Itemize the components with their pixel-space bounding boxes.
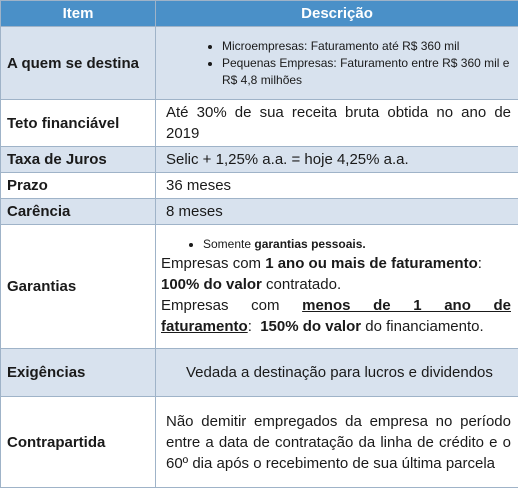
garantias-para-3: Empresas com menos de 1 ano de faturamento: 150% do valor do financiamento. — [161, 297, 511, 335]
row-teto-label: Teto financiável — [1, 100, 156, 147]
row-garantias-value — [156, 225, 518, 349]
row-carencia — [1, 199, 518, 225]
table-header-row — [1, 1, 518, 27]
garantias-para-1: Empresas com 1 ano ou mais de faturamento: — [161, 255, 482, 272]
row-destina-value — [156, 27, 518, 100]
row-prazo — [1, 173, 518, 199]
row-prazo-label: Prazo — [1, 173, 156, 199]
garantias-bullet-list — [161, 236, 511, 253]
row-contrapartida-value: Não demitir empregados da empresa no período entre a data de contratação da linha de crédito e o 60º dia após o recebimento de sua última parcela — [156, 397, 518, 488]
row-garantias — [1, 225, 518, 349]
garantias-bullet: • Somente garantias pessoais. — [203, 236, 511, 253]
row-exigencias-label: Exigências — [1, 349, 156, 397]
header-item: Item — [1, 1, 156, 27]
header-description: Descrição — [156, 1, 518, 27]
row-juros — [1, 147, 518, 173]
row-juros-label: Taxa de Juros — [1, 147, 156, 173]
destina-bullet-list — [166, 38, 511, 89]
row-teto-value: Até 30% de sua receita bruta obtida no ano de 2019 — [156, 100, 518, 147]
row-teto — [1, 100, 518, 147]
row-carencia-value: 8 meses — [156, 199, 518, 225]
destina-bullet-pequenas: • Pequenas Empresas: Faturamento entre R$ 360 mil e R$ 4,8 milhões — [222, 55, 511, 89]
destina-bullet-micro: • Microempresas: Faturamento até R$ 360 mil — [222, 38, 511, 55]
row-juros-value: Selic + 1,25% a.a. = hoje 4,25% a.a. — [156, 147, 518, 173]
row-garantias-label: Garantias — [1, 225, 156, 349]
row-prazo-value: 36 meses — [156, 173, 518, 199]
row-contrapartida-label: Contrapartida — [1, 397, 156, 488]
row-carencia-label: Carência — [1, 199, 156, 225]
garantias-para-2: 100% do valor contratado. — [161, 276, 342, 293]
row-exigencias-value: Vedada a destinação para lucros e dividendos — [156, 349, 518, 397]
row-exigencias — [1, 349, 518, 397]
row-contrapartida — [1, 397, 518, 488]
row-destina-label: A quem se destina — [1, 27, 156, 100]
row-destina — [1, 27, 518, 100]
